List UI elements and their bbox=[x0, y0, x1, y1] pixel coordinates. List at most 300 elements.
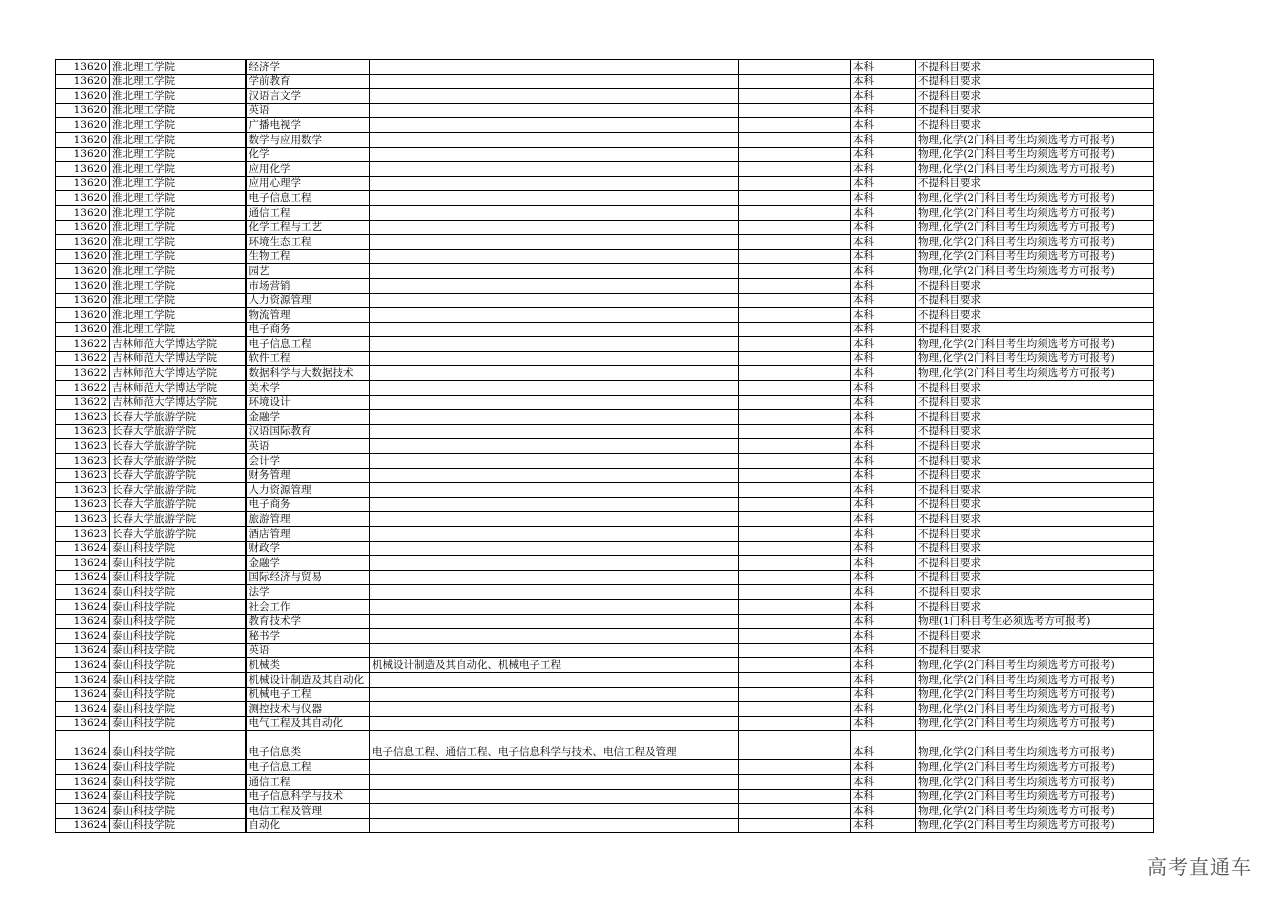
level-cell: 本科 bbox=[851, 774, 916, 789]
subject-requirement-cell: 不提科目要求 bbox=[916, 483, 1154, 498]
level-cell: 本科 bbox=[851, 702, 916, 717]
school-name-cell: 淮北理工学院 bbox=[110, 162, 246, 177]
major-includes-cell bbox=[370, 468, 739, 483]
school-code-cell: 13623 bbox=[56, 424, 110, 439]
notes-cell bbox=[739, 570, 851, 585]
major-includes-cell bbox=[370, 672, 739, 687]
level-cell: 本科 bbox=[851, 556, 916, 571]
table-row bbox=[56, 687, 1154, 702]
table-row bbox=[56, 731, 1154, 760]
major-name-cell: 国际经济与贸易 bbox=[246, 570, 370, 585]
school-code-cell: 13620 bbox=[56, 176, 110, 191]
major-name-cell: 数学与应用数学 bbox=[246, 132, 370, 147]
major-includes-cell bbox=[370, 322, 739, 337]
table-row bbox=[56, 337, 1154, 352]
school-code-cell: 13624 bbox=[56, 789, 110, 804]
level-cell: 本科 bbox=[851, 614, 916, 629]
school-name-cell: 泰山科技学院 bbox=[110, 672, 246, 687]
major-name-cell: 软件工程 bbox=[246, 351, 370, 366]
notes-cell bbox=[739, 439, 851, 454]
school-name-cell: 长春大学旅游学院 bbox=[110, 468, 246, 483]
major-name-cell: 财务管理 bbox=[246, 468, 370, 483]
subject-requirement-cell: 不提科目要求 bbox=[916, 308, 1154, 323]
level-cell: 本科 bbox=[851, 89, 916, 104]
major-name-cell: 财政学 bbox=[246, 541, 370, 556]
level-cell: 本科 bbox=[851, 351, 916, 366]
notes-cell bbox=[739, 804, 851, 819]
subject-requirement-cell: 不提科目要求 bbox=[916, 424, 1154, 439]
subject-requirement-cell: 不提科目要求 bbox=[916, 395, 1154, 410]
school-code-cell: 13620 bbox=[56, 89, 110, 104]
notes-cell bbox=[739, 132, 851, 147]
major-includes-cell: 电子信息工程、通信工程、电子信息科学与技术、电信工程及管理 bbox=[370, 731, 739, 760]
notes-cell bbox=[739, 483, 851, 498]
notes-cell bbox=[739, 629, 851, 644]
subject-requirement-cell: 不提科目要求 bbox=[916, 60, 1154, 75]
school-name-cell: 淮北理工学院 bbox=[110, 74, 246, 89]
table-row bbox=[56, 147, 1154, 162]
school-name-cell: 淮北理工学院 bbox=[110, 235, 246, 250]
school-name-cell: 长春大学旅游学院 bbox=[110, 454, 246, 469]
major-includes-cell bbox=[370, 818, 739, 833]
notes-cell bbox=[739, 381, 851, 396]
table-row bbox=[56, 424, 1154, 439]
table-row bbox=[56, 570, 1154, 585]
major-includes-cell bbox=[370, 614, 739, 629]
school-code-cell: 13624 bbox=[56, 731, 110, 760]
major-includes-cell bbox=[370, 454, 739, 469]
school-name-cell: 淮北理工学院 bbox=[110, 264, 246, 279]
major-includes-cell bbox=[370, 643, 739, 658]
school-name-cell: 泰山科技学院 bbox=[110, 643, 246, 658]
table-row bbox=[56, 205, 1154, 220]
notes-cell bbox=[739, 614, 851, 629]
level-cell: 本科 bbox=[851, 381, 916, 396]
subject-requirement-cell: 物理,化学(2门科目考生均须选考方可报考) bbox=[916, 147, 1154, 162]
notes-cell bbox=[739, 395, 851, 410]
level-cell: 本科 bbox=[851, 147, 916, 162]
school-name-cell: 泰山科技学院 bbox=[110, 804, 246, 819]
level-cell: 本科 bbox=[851, 308, 916, 323]
major-name-cell: 教育技术学 bbox=[246, 614, 370, 629]
school-code-cell: 13620 bbox=[56, 162, 110, 177]
notes-cell bbox=[739, 293, 851, 308]
school-name-cell: 淮北理工学院 bbox=[110, 103, 246, 118]
major-includes-cell bbox=[370, 264, 739, 279]
major-name-cell: 生物工程 bbox=[246, 249, 370, 264]
major-includes-cell bbox=[370, 585, 739, 600]
table-row bbox=[56, 191, 1154, 206]
level-cell: 本科 bbox=[851, 191, 916, 206]
major-name-cell: 会计学 bbox=[246, 454, 370, 469]
school-code-cell: 13624 bbox=[56, 672, 110, 687]
level-cell: 本科 bbox=[851, 337, 916, 352]
level-cell: 本科 bbox=[851, 74, 916, 89]
subject-requirement-cell: 物理,化学(2门科目考生均须选考方可报考) bbox=[916, 687, 1154, 702]
school-name-cell: 长春大学旅游学院 bbox=[110, 424, 246, 439]
notes-cell bbox=[739, 147, 851, 162]
major-name-cell: 化学工程与工艺 bbox=[246, 220, 370, 235]
level-cell: 本科 bbox=[851, 162, 916, 177]
major-name-cell: 环境生态工程 bbox=[246, 235, 370, 250]
table-row bbox=[56, 556, 1154, 571]
school-name-cell: 淮北理工学院 bbox=[110, 278, 246, 293]
notes-cell bbox=[739, 118, 851, 133]
level-cell: 本科 bbox=[851, 176, 916, 191]
major-includes-cell bbox=[370, 483, 739, 498]
major-name-cell: 电信工程及管理 bbox=[246, 804, 370, 819]
major-name-cell: 环境设计 bbox=[246, 395, 370, 410]
major-includes-cell bbox=[370, 774, 739, 789]
school-name-cell: 泰山科技学院 bbox=[110, 818, 246, 833]
table-row bbox=[56, 366, 1154, 381]
level-cell: 本科 bbox=[851, 60, 916, 75]
notes-cell bbox=[739, 410, 851, 425]
subject-requirement-cell: 不提科目要求 bbox=[916, 541, 1154, 556]
school-name-cell: 泰山科技学院 bbox=[110, 731, 246, 760]
school-code-cell: 13624 bbox=[56, 702, 110, 717]
notes-cell bbox=[739, 264, 851, 279]
major-name-cell: 化学 bbox=[246, 147, 370, 162]
notes-cell bbox=[739, 308, 851, 323]
level-cell: 本科 bbox=[851, 804, 916, 819]
level-cell: 本科 bbox=[851, 132, 916, 147]
table-row bbox=[56, 483, 1154, 498]
subject-requirement-cell: 物理,化学(2门科目考生均须选考方可报考) bbox=[916, 804, 1154, 819]
notes-cell bbox=[739, 599, 851, 614]
table-row bbox=[56, 702, 1154, 717]
school-name-cell: 泰山科技学院 bbox=[110, 585, 246, 600]
table-row bbox=[56, 541, 1154, 556]
notes-cell bbox=[739, 468, 851, 483]
school-code-cell: 13620 bbox=[56, 205, 110, 220]
major-includes-cell bbox=[370, 366, 739, 381]
major-includes-cell bbox=[370, 60, 739, 75]
subject-requirement-cell: 物理,化学(2门科目考生均须选考方可报考) bbox=[916, 162, 1154, 177]
major-includes-cell bbox=[370, 278, 739, 293]
level-cell: 本科 bbox=[851, 103, 916, 118]
table-row bbox=[56, 468, 1154, 483]
level-cell: 本科 bbox=[851, 658, 916, 673]
school-code-cell: 13624 bbox=[56, 818, 110, 833]
table-row bbox=[56, 497, 1154, 512]
major-includes-cell bbox=[370, 337, 739, 352]
table-row bbox=[56, 249, 1154, 264]
major-includes-cell bbox=[370, 760, 739, 775]
school-name-cell: 泰山科技学院 bbox=[110, 760, 246, 775]
major-name-cell: 英语 bbox=[246, 439, 370, 454]
table-row bbox=[56, 818, 1154, 833]
level-cell: 本科 bbox=[851, 439, 916, 454]
school-name-cell: 淮北理工学院 bbox=[110, 147, 246, 162]
school-code-cell: 13620 bbox=[56, 293, 110, 308]
major-name-cell: 经济学 bbox=[246, 60, 370, 75]
major-includes-cell bbox=[370, 789, 739, 804]
major-name-cell: 电气工程及其自动化 bbox=[246, 716, 370, 731]
table-row bbox=[56, 585, 1154, 600]
major-name-cell: 汉语言文学 bbox=[246, 89, 370, 104]
notes-cell bbox=[739, 497, 851, 512]
level-cell: 本科 bbox=[851, 687, 916, 702]
subject-requirement-cell: 不提科目要求 bbox=[916, 176, 1154, 191]
notes-cell bbox=[739, 424, 851, 439]
level-cell: 本科 bbox=[851, 205, 916, 220]
school-name-cell: 泰山科技学院 bbox=[110, 789, 246, 804]
major-name-cell: 社会工作 bbox=[246, 599, 370, 614]
notes-cell bbox=[739, 220, 851, 235]
school-name-cell: 吉林师范大学博达学院 bbox=[110, 381, 246, 396]
major-name-cell: 电子商务 bbox=[246, 497, 370, 512]
major-includes-cell bbox=[370, 191, 739, 206]
table-row bbox=[56, 410, 1154, 425]
level-cell: 本科 bbox=[851, 264, 916, 279]
notes-cell bbox=[739, 527, 851, 542]
school-code-cell: 13624 bbox=[56, 629, 110, 644]
notes-cell bbox=[739, 89, 851, 104]
table-row bbox=[56, 439, 1154, 454]
school-code-cell: 13623 bbox=[56, 454, 110, 469]
notes-cell bbox=[739, 774, 851, 789]
notes-cell bbox=[739, 658, 851, 673]
school-name-cell: 吉林师范大学博达学院 bbox=[110, 395, 246, 410]
school-name-cell: 淮北理工学院 bbox=[110, 118, 246, 133]
notes-cell bbox=[739, 687, 851, 702]
major-includes-cell bbox=[370, 176, 739, 191]
table-row bbox=[56, 774, 1154, 789]
major-name-cell: 酒店管理 bbox=[246, 527, 370, 542]
major-name-cell: 美术学 bbox=[246, 381, 370, 396]
school-name-cell: 泰山科技学院 bbox=[110, 614, 246, 629]
subject-requirement-cell: 物理,化学(2门科目考生均须选考方可报考) bbox=[916, 264, 1154, 279]
subject-requirement-cell: 不提科目要求 bbox=[916, 643, 1154, 658]
notes-cell bbox=[739, 716, 851, 731]
table-row bbox=[56, 351, 1154, 366]
school-name-cell: 泰山科技学院 bbox=[110, 570, 246, 585]
subject-requirement-cell: 不提科目要求 bbox=[916, 556, 1154, 571]
table-row bbox=[56, 512, 1154, 527]
subject-requirement-cell: 不提科目要求 bbox=[916, 527, 1154, 542]
watermark-logo: 高考直通车 bbox=[1147, 855, 1252, 879]
level-cell: 本科 bbox=[851, 643, 916, 658]
level-cell: 本科 bbox=[851, 585, 916, 600]
subject-requirement-cell: 物理,化学(2门科目考生均须选考方可报考) bbox=[916, 774, 1154, 789]
subject-requirement-cell: 物理,化学(2门科目考生均须选考方可报考) bbox=[916, 249, 1154, 264]
major-includes-cell bbox=[370, 293, 739, 308]
admission-table bbox=[55, 59, 1154, 833]
school-name-cell: 淮北理工学院 bbox=[110, 89, 246, 104]
subject-requirement-cell: 不提科目要求 bbox=[916, 497, 1154, 512]
table-row bbox=[56, 89, 1154, 104]
school-name-cell: 淮北理工学院 bbox=[110, 191, 246, 206]
school-code-cell: 13620 bbox=[56, 264, 110, 279]
level-cell: 本科 bbox=[851, 293, 916, 308]
notes-cell bbox=[739, 162, 851, 177]
level-cell: 本科 bbox=[851, 220, 916, 235]
subject-requirement-cell: 不提科目要求 bbox=[916, 570, 1154, 585]
major-includes-cell bbox=[370, 249, 739, 264]
level-cell: 本科 bbox=[851, 395, 916, 410]
notes-cell bbox=[739, 789, 851, 804]
level-cell: 本科 bbox=[851, 541, 916, 556]
major-includes-cell bbox=[370, 103, 739, 118]
subject-requirement-cell: 不提科目要求 bbox=[916, 585, 1154, 600]
major-name-cell: 电子信息科学与技术 bbox=[246, 789, 370, 804]
school-name-cell: 泰山科技学院 bbox=[110, 629, 246, 644]
subject-requirement-cell: 物理,化学(2门科目考生均须选考方可报考) bbox=[916, 658, 1154, 673]
table-row bbox=[56, 614, 1154, 629]
subject-requirement-cell: 物理,化学(2门科目考生均须选考方可报考) bbox=[916, 818, 1154, 833]
major-includes-cell bbox=[370, 205, 739, 220]
table-row bbox=[56, 293, 1154, 308]
major-includes-cell bbox=[370, 351, 739, 366]
major-includes-cell bbox=[370, 118, 739, 133]
level-cell: 本科 bbox=[851, 322, 916, 337]
major-name-cell: 通信工程 bbox=[246, 205, 370, 220]
subject-requirement-cell: 物理,化学(2门科目考生均须选考方可报考) bbox=[916, 235, 1154, 250]
school-name-cell: 泰山科技学院 bbox=[110, 716, 246, 731]
school-name-cell: 淮北理工学院 bbox=[110, 220, 246, 235]
major-name-cell: 应用化学 bbox=[246, 162, 370, 177]
major-name-cell: 汉语国际教育 bbox=[246, 424, 370, 439]
table-row bbox=[56, 672, 1154, 687]
table-body bbox=[56, 60, 1154, 833]
table-row bbox=[56, 264, 1154, 279]
major-includes-cell bbox=[370, 410, 739, 425]
subject-requirement-cell: 物理,化学(2门科目考生均须选考方可报考) bbox=[916, 220, 1154, 235]
subject-requirement-cell: 不提科目要求 bbox=[916, 103, 1154, 118]
level-cell: 本科 bbox=[851, 118, 916, 133]
school-code-cell: 13620 bbox=[56, 220, 110, 235]
notes-cell bbox=[739, 235, 851, 250]
school-name-cell: 吉林师范大学博达学院 bbox=[110, 366, 246, 381]
school-code-cell: 13624 bbox=[56, 774, 110, 789]
school-code-cell: 13623 bbox=[56, 512, 110, 527]
major-name-cell: 旅游管理 bbox=[246, 512, 370, 527]
major-name-cell: 园艺 bbox=[246, 264, 370, 279]
notes-cell bbox=[739, 337, 851, 352]
subject-requirement-cell: 物理,化学(2门科目考生均须选考方可报考) bbox=[916, 702, 1154, 717]
school-code-cell: 13622 bbox=[56, 381, 110, 396]
notes-cell bbox=[739, 322, 851, 337]
major-includes-cell bbox=[370, 541, 739, 556]
major-includes-cell bbox=[370, 308, 739, 323]
school-name-cell: 泰山科技学院 bbox=[110, 687, 246, 702]
subject-requirement-cell: 不提科目要求 bbox=[916, 293, 1154, 308]
notes-cell bbox=[739, 249, 851, 264]
major-includes-cell bbox=[370, 599, 739, 614]
level-cell: 本科 bbox=[851, 424, 916, 439]
table-row bbox=[56, 132, 1154, 147]
major-includes-cell bbox=[370, 629, 739, 644]
level-cell: 本科 bbox=[851, 235, 916, 250]
school-name-cell: 吉林师范大学博达学院 bbox=[110, 337, 246, 352]
major-includes-cell bbox=[370, 439, 739, 454]
subject-requirement-cell: 不提科目要求 bbox=[916, 322, 1154, 337]
notes-cell bbox=[739, 74, 851, 89]
notes-cell bbox=[739, 454, 851, 469]
school-code-cell: 13624 bbox=[56, 760, 110, 775]
subject-requirement-cell: 物理,化学(2门科目考生均须选考方可报考) bbox=[916, 337, 1154, 352]
table-row bbox=[56, 804, 1154, 819]
subject-requirement-cell: 物理,化学(2门科目考生均须选考方可报考) bbox=[916, 716, 1154, 731]
level-cell: 本科 bbox=[851, 468, 916, 483]
major-name-cell: 电子信息工程 bbox=[246, 760, 370, 775]
level-cell: 本科 bbox=[851, 570, 916, 585]
school-name-cell: 淮北理工学院 bbox=[110, 308, 246, 323]
school-name-cell: 淮北理工学院 bbox=[110, 60, 246, 75]
school-code-cell: 13620 bbox=[56, 103, 110, 118]
subject-requirement-cell: 物理,化学(2门科目考生均须选考方可报考) bbox=[916, 731, 1154, 760]
school-code-cell: 13624 bbox=[56, 716, 110, 731]
school-code-cell: 13622 bbox=[56, 351, 110, 366]
school-code-cell: 13624 bbox=[56, 804, 110, 819]
level-cell: 本科 bbox=[851, 249, 916, 264]
school-name-cell: 泰山科技学院 bbox=[110, 556, 246, 571]
subject-requirement-cell: 不提科目要求 bbox=[916, 512, 1154, 527]
table-row bbox=[56, 176, 1154, 191]
school-code-cell: 13620 bbox=[56, 308, 110, 323]
school-code-cell: 13624 bbox=[56, 556, 110, 571]
major-includes-cell bbox=[370, 570, 739, 585]
school-name-cell: 淮北理工学院 bbox=[110, 322, 246, 337]
school-code-cell: 13623 bbox=[56, 527, 110, 542]
subject-requirement-cell: 不提科目要求 bbox=[916, 439, 1154, 454]
level-cell: 本科 bbox=[851, 716, 916, 731]
level-cell: 本科 bbox=[851, 278, 916, 293]
subject-requirement-cell: 物理,化学(2门科目考生均须选考方可报考) bbox=[916, 132, 1154, 147]
school-code-cell: 13623 bbox=[56, 483, 110, 498]
table-row bbox=[56, 322, 1154, 337]
table-row bbox=[56, 308, 1154, 323]
level-cell: 本科 bbox=[851, 629, 916, 644]
major-name-cell: 应用心理学 bbox=[246, 176, 370, 191]
notes-cell bbox=[739, 366, 851, 381]
school-name-cell: 泰山科技学院 bbox=[110, 658, 246, 673]
school-code-cell: 13620 bbox=[56, 60, 110, 75]
school-name-cell: 淮北理工学院 bbox=[110, 176, 246, 191]
school-name-cell: 长春大学旅游学院 bbox=[110, 410, 246, 425]
school-name-cell: 泰山科技学院 bbox=[110, 702, 246, 717]
major-includes-cell bbox=[370, 804, 739, 819]
major-name-cell: 市场营销 bbox=[246, 278, 370, 293]
subject-requirement-cell: 不提科目要求 bbox=[916, 118, 1154, 133]
notes-cell bbox=[739, 643, 851, 658]
level-cell: 本科 bbox=[851, 410, 916, 425]
subject-requirement-cell: 不提科目要求 bbox=[916, 89, 1154, 104]
school-code-cell: 13624 bbox=[56, 643, 110, 658]
level-cell: 本科 bbox=[851, 497, 916, 512]
major-includes-cell bbox=[370, 424, 739, 439]
major-includes-cell bbox=[370, 147, 739, 162]
level-cell: 本科 bbox=[851, 672, 916, 687]
table-row bbox=[56, 103, 1154, 118]
major-includes-cell bbox=[370, 687, 739, 702]
major-name-cell: 电子信息类 bbox=[246, 731, 370, 760]
major-name-cell: 英语 bbox=[246, 103, 370, 118]
level-cell: 本科 bbox=[851, 454, 916, 469]
subject-requirement-cell: 物理,化学(2门科目考生均须选考方可报考) bbox=[916, 672, 1154, 687]
major-name-cell: 数据科学与大数据技术 bbox=[246, 366, 370, 381]
major-name-cell: 电子商务 bbox=[246, 322, 370, 337]
major-includes-cell bbox=[370, 716, 739, 731]
major-includes-cell bbox=[370, 89, 739, 104]
school-code-cell: 13620 bbox=[56, 118, 110, 133]
school-name-cell: 泰山科技学院 bbox=[110, 541, 246, 556]
subject-requirement-cell: 物理,化学(2门科目考生均须选考方可报考) bbox=[916, 351, 1154, 366]
table-row bbox=[56, 235, 1154, 250]
level-cell: 本科 bbox=[851, 366, 916, 381]
school-code-cell: 13620 bbox=[56, 278, 110, 293]
